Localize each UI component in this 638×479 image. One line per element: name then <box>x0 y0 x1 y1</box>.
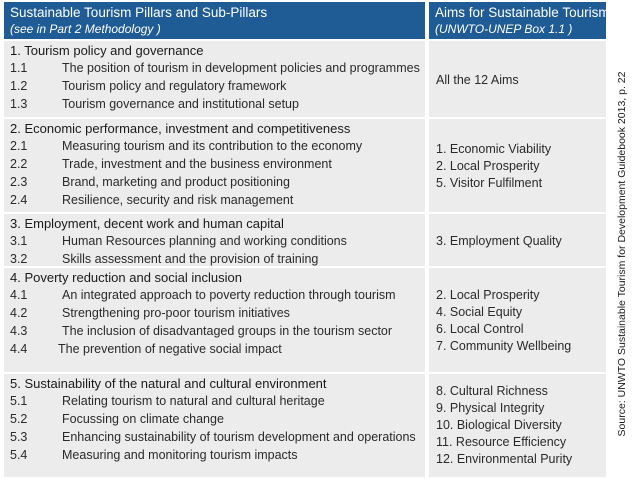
aim-item: 9. Physical Integrity <box>436 401 545 415</box>
aims-cell <box>429 268 606 374</box>
aim-item: 2. Local Prosperity <box>436 288 540 302</box>
sub-pillar-number: 3.1 <box>10 234 28 248</box>
sub-pillar-number: 2.4 <box>10 193 28 207</box>
sub-pillar-text: Brand, marketing and product positioning <box>62 175 290 189</box>
sub-pillar-number: 4.3 <box>10 324 28 338</box>
pillar-title: 2. Economic performance, investment and competitiveness <box>10 121 351 136</box>
sub-pillar-text: An integrated approach to poverty reduction through tourism <box>62 288 396 302</box>
sub-pillar-text: Skills assessment and the provision of training <box>62 252 319 266</box>
sub-pillar-text: Measuring tourism and its contribution to the economy <box>62 139 363 153</box>
sub-pillar-number: 5.3 <box>10 430 28 444</box>
aim-item: 1. Economic Viability <box>436 142 552 156</box>
header-pillars-subtitle: (see in Part 2 Methodology ) <box>10 22 161 36</box>
sub-pillar-text: Focussing on climate change <box>62 412 224 426</box>
table-row <box>4 117 606 214</box>
table-row <box>4 372 606 477</box>
sub-pillar-number: 2.2 <box>10 157 28 171</box>
sub-pillar-text: Tourism policy and regulatory framework <box>62 79 287 93</box>
aim-item: 10. Biological Diversity <box>436 418 562 432</box>
source-note-text: Source: UNWTO Sustainable Tourism for Development Guidebook 2013, p. 22 <box>616 71 628 437</box>
pillar-title: 4. Poverty reduction and social inclusion <box>10 270 242 285</box>
pillar-title: 1. Tourism policy and governance <box>10 43 204 58</box>
sub-pillar-text: Resilience, security and risk management <box>62 193 294 207</box>
sub-pillar-text: Trade, investment and the business environment <box>62 157 332 171</box>
sub-pillar-text: The prevention of negative social impact <box>58 342 282 356</box>
sub-pillar-text: The inclusion of disadvantaged groups in the tourism sector <box>62 324 393 338</box>
aims-cell <box>429 119 606 214</box>
header-aims <box>429 2 610 39</box>
sub-pillar-number: 2.1 <box>10 139 28 153</box>
sub-pillar-number: 2.3 <box>10 175 28 189</box>
pillar-cell <box>4 214 425 268</box>
sub-pillar-text: Measuring and monitoring tourism impacts <box>62 448 298 462</box>
aim-item: 12. Environmental Purity <box>436 452 573 466</box>
source-note <box>612 44 632 464</box>
table-row <box>4 212 606 268</box>
sub-pillar-number: 1.1 <box>10 61 28 75</box>
aim-item: 2. Local Prosperity <box>436 159 540 173</box>
sub-pillar-text: Strengthening pro-poor tourism initiatives <box>62 306 290 320</box>
sub-pillar-text: Tourism governance and institutional setup <box>62 97 299 111</box>
pillar-title: 3. Employment, decent work and human capital <box>10 216 284 231</box>
pillar-cell <box>4 41 425 119</box>
aim-item: All the 12 Aims <box>436 72 519 87</box>
aim-item: 5. Visitor Fulfilment <box>436 176 543 190</box>
header-aims-subtitle: (UNWTO-UNEP Box 1.1 ) <box>435 22 573 36</box>
table-row <box>4 39 606 119</box>
header-aims-title: Aims for Sustainable Tourism <box>435 5 610 20</box>
sub-pillar-number: 4.1 <box>10 288 28 302</box>
sub-pillar-number: 5.1 <box>10 394 28 408</box>
sub-pillar-number: 3.2 <box>10 252 28 266</box>
aim-item: 8. Cultural Richness <box>436 384 548 398</box>
sub-pillar-text: Human Resources planning and working conditions <box>62 234 347 248</box>
sub-pillar-number: 1.3 <box>10 97 28 111</box>
pillar-cell <box>4 374 425 477</box>
aim-item: 6. Local Control <box>436 322 524 336</box>
aims-cell <box>429 214 606 268</box>
aims-cell <box>429 41 606 119</box>
header-pillars <box>4 2 425 39</box>
aim-item: 3. Employment Quality <box>436 233 562 248</box>
aim-item: 11. Resource Efficiency <box>436 435 567 449</box>
sub-pillar-number: 5.2 <box>10 412 28 426</box>
aims-cell <box>429 374 606 477</box>
header-pillars-title: Sustainable Tourism Pillars and Sub-Pillars <box>10 5 268 20</box>
sub-pillar-number: 4.2 <box>10 306 28 320</box>
aim-item: 4. Social Equity <box>436 305 523 319</box>
pillars-table <box>4 2 610 475</box>
pillar-cell <box>4 119 425 214</box>
table-row <box>4 266 606 374</box>
aim-item: 7. Community Wellbeing <box>436 339 572 353</box>
sub-pillar-text: The position of tourism in development policies and programmes <box>62 61 420 75</box>
sub-pillar-text: Relating tourism to natural and cultural heritage <box>62 394 325 408</box>
sub-pillar-number: 4.4 <box>10 342 28 356</box>
sub-pillar-number: 1.2 <box>10 79 28 93</box>
sub-pillar-number: 5.4 <box>10 448 28 462</box>
sub-pillar-text: Enhancing sustainability of tourism development and operations <box>62 430 416 444</box>
pillar-title: 5. Sustainability of the natural and cultural environment <box>10 376 327 391</box>
pillar-cell <box>4 268 425 374</box>
